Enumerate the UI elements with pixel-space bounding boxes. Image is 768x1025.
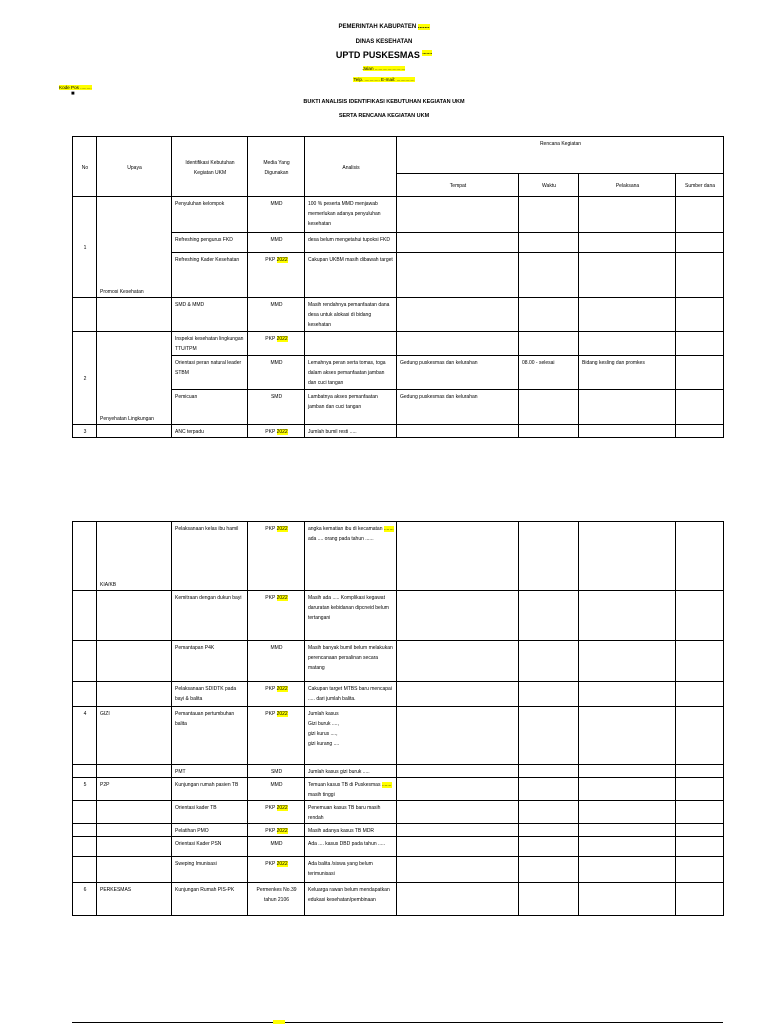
kegiatan-cell: Orientasi Kader PSN	[172, 837, 248, 857]
tempat-cell: Gedung puskesmas dan kelurahan	[397, 390, 519, 425]
kegiatan-cell: Kunjungan Rumah PIS-PK	[172, 883, 248, 916]
analisis-cell: desa belum mengetahui tupoksi FKD	[305, 233, 397, 253]
media-cell: PKP 2022	[248, 253, 305, 298]
analisis-cell: Jumlah bumil resti .....	[305, 425, 397, 438]
kegiatan-cell: PMT	[172, 765, 248, 778]
kegiatan-cell: SMD & MMD	[172, 298, 248, 332]
header-puskesmas: UPTD PUSKESMAS .......	[335, 50, 433, 60]
media-cell: PKP 2022	[248, 332, 305, 356]
ukm-table-page-1	[72, 136, 724, 438]
table-row	[73, 197, 724, 233]
table-row	[73, 707, 724, 765]
media-cell: MMD	[248, 641, 305, 682]
kegiatan-cell: Kunjungan rumah pasien TB	[172, 778, 248, 801]
upaya-name: Penyehatan Lingkungan	[97, 332, 172, 425]
media-cell: MMD	[248, 233, 305, 253]
header-media: Media Yang Digunakan	[248, 137, 305, 197]
table-row	[73, 824, 724, 837]
kegiatan-cell: Orientasi kader TB	[172, 801, 248, 824]
kegiatan-cell: Pelaksanaan SDIDTK pada bayi & balita	[172, 682, 248, 707]
row-number: 1	[73, 197, 97, 298]
table-row	[73, 778, 724, 801]
header-upaya: Upaya	[97, 137, 172, 197]
upaya-name: PERKESMAS	[97, 883, 172, 916]
table-row	[73, 425, 724, 438]
analisis-cell: Jumlah kasus Gizi buruk ...., gizi kurus ...., gizi kurang ....	[305, 707, 397, 765]
row-number: 3	[73, 425, 97, 438]
ukm-table-page-2	[72, 521, 724, 916]
row-number: 5	[73, 778, 97, 801]
table-row	[73, 641, 724, 682]
header-pelaksana: Pelaksana	[579, 174, 676, 197]
kegiatan-cell: Orientasi peran natural leader STBM	[172, 356, 248, 390]
header-analisis: Analisis	[305, 137, 397, 197]
kegiatan-cell: ANC terpadu	[172, 425, 248, 438]
table-row	[73, 332, 724, 356]
analisis-cell: Cakupan target MTBS baru mencapai ..... dari jumlah balita.	[305, 682, 397, 707]
media-cell: MMD	[248, 837, 305, 857]
header-department: DINAS KESEHATAN	[355, 39, 413, 45]
row-number: 4	[73, 707, 97, 765]
analisis-cell: Ada balita /siswa yang belum terimunisasi	[305, 857, 397, 883]
media-cell: PKP 2022	[248, 425, 305, 438]
media-cell: MMD	[248, 298, 305, 332]
kegiatan-cell: Inspeksi kesehatan lingkungan TTU/TPM	[172, 332, 248, 356]
pelaksana-cell: Bidang kesling dan promkes	[579, 356, 676, 390]
table-row	[73, 298, 724, 332]
media-cell: MMD	[248, 778, 305, 801]
media-cell: PKP 2022	[248, 522, 305, 591]
media-cell: SMD	[248, 390, 305, 425]
row-number: 6	[73, 883, 97, 916]
header-waktu: Waktu	[519, 174, 579, 197]
media-cell: Permenkes No.39 tahun 2106	[248, 883, 305, 916]
kegiatan-cell: Pelatihan PMO	[172, 824, 248, 837]
analisis-cell: Jumlah kasus gizi buruk .....	[305, 765, 397, 778]
analisis-cell: Masih rendahnya pemanfaatan dana desa untuk alokasi di bidang kesehatan	[305, 298, 397, 332]
kegiatan-cell: Refreshing pengurus FKD	[172, 233, 248, 253]
header-contact: Telp. ............ E-mail: ..............	[353, 77, 415, 82]
kegiatan-cell: Kemitraan dengan dukun bayi	[172, 591, 248, 641]
upaya-name: P2P	[97, 778, 172, 801]
kegiatan-cell: Pelaksanaan kelas ibu hamil	[172, 522, 248, 591]
kegiatan-cell: Penyuluhan kelompok	[172, 197, 248, 233]
analisis-cell: Masih adanya kasus TB MDR	[305, 824, 397, 837]
bullet-marker: ■	[71, 91, 75, 97]
analisis-cell: Penemuan kasus TB baru masih rendah	[305, 801, 397, 824]
table-row	[73, 682, 724, 707]
media-cell: MMD	[248, 356, 305, 390]
kegiatan-cell: Pemantauan pertumbuhan balita	[172, 707, 248, 765]
kegiatan-cell: Pemicuan	[172, 390, 248, 425]
media-cell: PKP 2022	[248, 824, 305, 837]
document-subtitle: SERTA RENCANA KEGIATAN UKM	[338, 113, 430, 119]
analisis-cell	[305, 332, 397, 356]
media-cell: PKP 2022	[248, 801, 305, 824]
analisis-cell: Lemahnya peran serta tomas, toga dalam akses pemanfaatan jamban dan cuci tangan	[305, 356, 397, 390]
table-row	[73, 591, 724, 641]
kegiatan-cell: Sweping Imunisasi	[172, 857, 248, 883]
analisis-cell: 100 % peserta MMD menjawab memerlukan adanya penyuluhan kesehatan	[305, 197, 397, 233]
media-cell: MMD	[248, 197, 305, 233]
header-government: PEMERINTAH KABUPATEN .......	[338, 24, 430, 30]
media-cell: PKP 2022	[248, 857, 305, 883]
waktu-cell: 08.00 - selesai	[519, 356, 579, 390]
header-rencana-kegiatan: Rencana Kegiatan	[397, 137, 724, 174]
table-row	[73, 857, 724, 883]
analisis-cell: Masih banyak bumil belum melakukan perencanaan persalinan secara matang	[305, 641, 397, 682]
table-row	[73, 801, 724, 824]
header-address: Jalan ........................	[362, 66, 406, 71]
analisis-cell: Temuan kasus TB di Puskesmas ....... masih tinggi	[305, 778, 397, 801]
kegiatan-cell: Refreshing Kader Kesehatan	[172, 253, 248, 298]
table-row	[73, 522, 724, 591]
table-row	[73, 837, 724, 857]
analisis-cell: Cakupan UKBM masih dibawah target	[305, 253, 397, 298]
header-no: No	[73, 137, 97, 197]
media-cell: SMD	[248, 765, 305, 778]
row-number: 2	[73, 332, 97, 425]
document-title: BUKTI ANALISIS IDENTIFIKASI KEBUTUHAN KEGIATAN UKM	[303, 99, 465, 105]
kegiatan-cell: Pemantapan P4K	[172, 641, 248, 682]
header-identifikasi: Identifikasi Kebutuhan Kegiatan UKM	[172, 137, 248, 197]
upaya-name: KIA/KB	[97, 522, 172, 591]
media-cell: PKP 2022	[248, 682, 305, 707]
analisis-cell: angka kematian ibu di kecamatan ....... ada .... orang pada tahun ......	[305, 522, 397, 591]
next-page-highlight	[273, 1020, 285, 1024]
table-row	[73, 883, 724, 916]
analisis-cell: Ada .... kasus DBD pada tahun .....	[305, 837, 397, 857]
table-row	[73, 765, 724, 778]
header-sumber-dana: Sumber dana	[676, 174, 724, 197]
header-postal-code: Kode Pos .........	[59, 85, 92, 90]
media-cell: PKP 2022	[248, 591, 305, 641]
analisis-cell: Keluarga rawan belum mendapatkan edukasi kesehatan/pembinaan	[305, 883, 397, 916]
tempat-cell: Gedung puskesmas dan kelurahan	[397, 356, 519, 390]
media-cell: PKP 2022	[248, 707, 305, 765]
header-tempat: Tempat	[397, 174, 519, 197]
upaya-name: Promosi Kesehatan	[97, 197, 172, 298]
analisis-cell: Masih ada ..... Komplikasi kegawat daruratan kebidanan dipcneid belum tertangani	[305, 591, 397, 641]
analisis-cell: Lambatnya akses pemanfaatan jamban dan cuci tangan	[305, 390, 397, 425]
upaya-name: GIZI	[97, 707, 172, 765]
